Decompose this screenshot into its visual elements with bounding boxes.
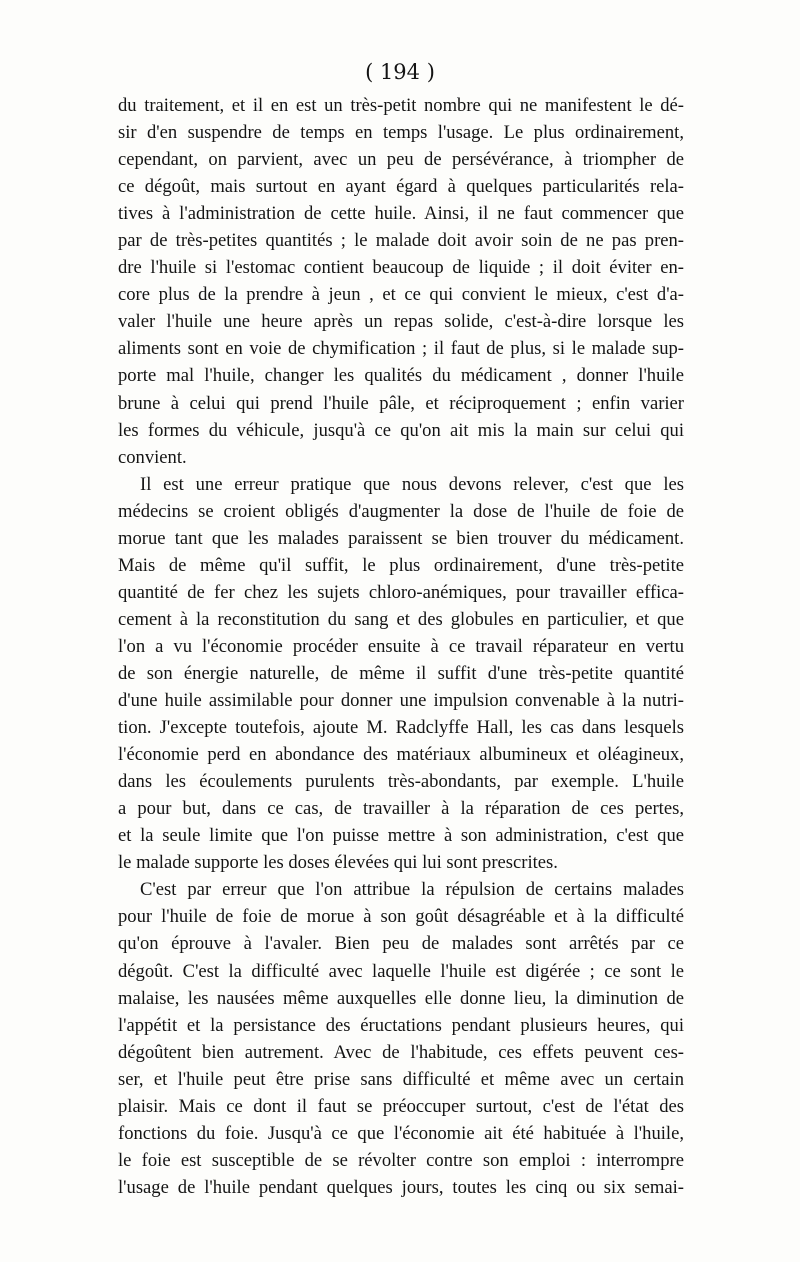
text-line: cependant, on parvient, avec un peu de persévérance, à triompher de (118, 149, 684, 171)
text-line: l'usage de l'huile pendant quelques jours, toutes les cinq ou six semai- (118, 1176, 684, 1198)
text-line: par de très-petites quantités ; le malade doit avoir soin de ne pas pren- (118, 230, 684, 252)
text-line: dégoûtent bien autrement. Avec de l'habitude, ces effets peuvent ces- (118, 1041, 684, 1063)
text-line: le foie est susceptible de se révolter contre son emploi : interrompre (118, 1149, 684, 1171)
text-line: quantité de fer chez les sujets chloro-anémiques, pour travailler effica- (118, 581, 684, 603)
text-line: C'est par erreur que l'on attribue la répulsion de certains malades (140, 879, 684, 901)
text-line: du traitement, et il en est un très-petit nombre qui ne manifestent le dé- (118, 95, 684, 116)
text-line: ser, et l'huile peut être prise sans difficulté et même avec un certain (118, 1068, 684, 1090)
paragraph (118, 471, 684, 877)
page-number: ( 194 ) (365, 60, 435, 84)
text-line: sir d'en suspendre de temps en temps l'usage. Le plus ordinairement, (118, 122, 684, 144)
text-line: porte mal l'huile, changer les qualités du médicament , donner l'huile (118, 365, 684, 387)
text-line: valer l'huile une heure après un repas solide, c'est-à-dire lorsque les (118, 311, 684, 333)
text-line: les formes du véhicule, jusqu'à ce qu'on ait mis la main sur celui qui (118, 419, 684, 441)
text-line: tives à l'administration de cette huile. Ainsi, il ne faut commencer que (118, 203, 684, 225)
paragraph (118, 876, 684, 1201)
text-line: l'on a vu l'économie procéder ensuite à ce travail réparateur en vertu (118, 635, 684, 657)
text-line: d'une huile assimilable pour donner une impulsion convenable à la nutri- (118, 690, 684, 712)
text-line: dégoût. C'est la difficulté avec laquelle l'huile est digérée ; ce sont le (118, 960, 684, 982)
text-line: plaisir. Mais ce dont il faut se préoccuper surtout, c'est de l'état des (118, 1095, 684, 1117)
text-line: fonctions du foie. Jusqu'à ce que l'économie ait été habituée à l'huile, (118, 1122, 684, 1144)
text-line: Mais de même qu'il suffit, le plus ordinairement, d'une très-petite (118, 554, 684, 576)
text-line: aliments sont en voie de chymification ; il faut de plus, si le malade sup- (118, 338, 684, 360)
text-line: pour l'huile de foie de morue à son goût désagréable et à la difficulté (118, 906, 684, 928)
text-line: de son énergie naturelle, de même il suffit d'une très-petite quantité (118, 662, 684, 684)
text-line: cement à la reconstitution du sang et des globules en particulier, et que (118, 608, 684, 630)
text-line: Il est une erreur pratique que nous devons relever, c'est que les (140, 473, 684, 495)
text-line: dans les écoulements purulents très-abondants, par exemple. L'huile (118, 771, 684, 793)
text-line: l'appétit et la persistance des éructations pendant plusieurs heures, qui (118, 1014, 684, 1036)
text-line: qu'on éprouve à l'avaler. Bien peu de malades sont arrêtés par ce (118, 933, 684, 955)
text-line: et la seule limite que l'on puisse mettre à son administration, c'est que (118, 825, 684, 847)
text-line: malaise, les nausées même auxquelles elle donne lieu, la diminution de (118, 987, 684, 1009)
text-line: a pour but, dans ce cas, de travailler à la réparation de ces pertes, (118, 798, 684, 820)
text-line: ce dégoût, mais surtout en ayant égard à quelques particularités rela- (118, 176, 684, 198)
text-line: dre l'huile si l'estomac contient beaucoup de liquide ; il doit éviter en- (118, 257, 684, 279)
text-line: médecins se croient obligés d'augmenter la dose de l'huile de foie de (118, 500, 684, 522)
text-line: core plus de la prendre à jeun , et ce qui convient le mieux, c'est d'a- (118, 284, 684, 306)
text-line: l'économie perd en abondance des matériaux albumineux et oléagineux, (118, 744, 684, 766)
text-line: le malade supporte les doses élevées qui lui sont prescrites. (118, 852, 558, 874)
text-line: morue tant que les malades paraissent se bien trouver du médicament. (118, 527, 684, 549)
paragraph (118, 92, 684, 471)
body-text (118, 92, 684, 1201)
text-line: tion. J'excepte toutefois, ajoute M. Radclyffe Hall, les cas dans lesquels (118, 717, 684, 739)
text-line: brune à celui qui prend l'huile pâle, et réciproquement ; enfin varier (118, 392, 684, 414)
text-line: convient. (118, 446, 187, 468)
